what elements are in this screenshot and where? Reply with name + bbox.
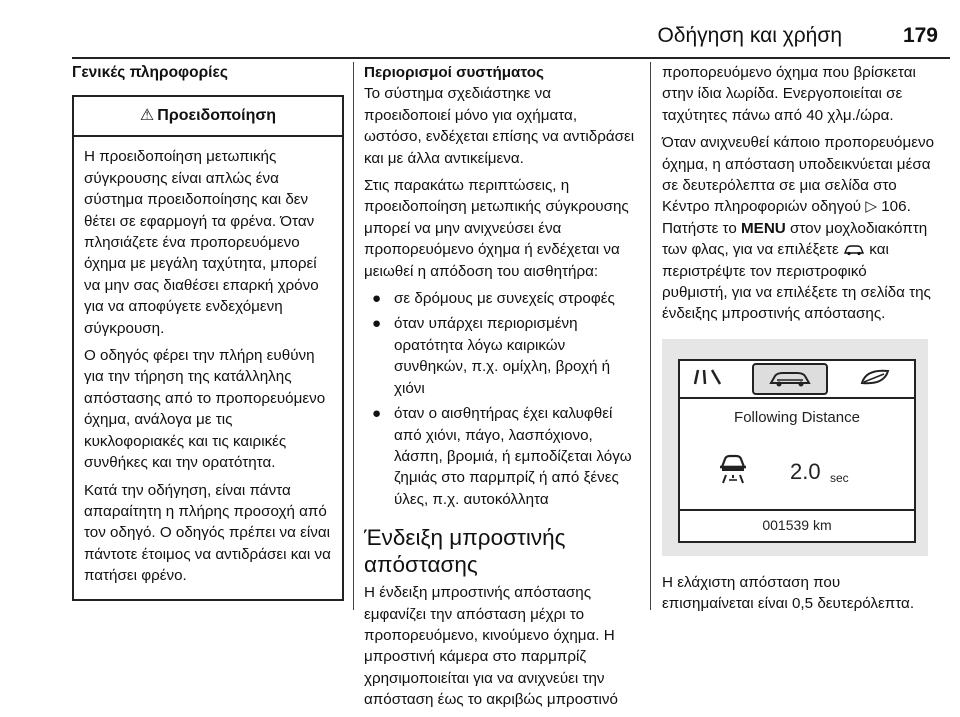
bullet-list <box>364 288 638 510</box>
text-run: Όταν ανιχνευθεί κάποιο προπορευόμενο όχημα, η απόσταση υποδεικνύεται μέσα σε δευτερόλεπτα σε μια σελίδα στο Κέντρο πληροφοριών οδηγού <box>662 134 935 216</box>
column-middle <box>364 62 638 717</box>
body-paragraph: Το σύστημα σχεδιάστηκε να προειδοποιεί μόνο για οχήματα, ωστόσο, ενδέχεται επίσης να αντιδράσει και με άλλα αντικείμενα. <box>364 85 635 167</box>
warning-body <box>74 137 342 598</box>
list-item <box>364 288 638 309</box>
bullet-icon: ● <box>372 290 382 308</box>
body-paragraph: Η ελάχιστη απόσταση που επισημαίνεται είναι 0,5 δευτερόλεπτα. <box>662 573 915 613</box>
list-item <box>364 313 638 399</box>
column-right <box>662 62 936 621</box>
text-run: στον μοχλοδιακόπτη των φλας, για να επιλέξετε <box>662 219 928 259</box>
menu-button-label: MENU <box>741 219 786 237</box>
display-screen <box>678 359 916 543</box>
list-item <box>364 403 638 510</box>
list-item-text: όταν υπάρχει περιορισμένη ορατότητα λόγω καιρικών συνθηκών, π.χ. ομίχλη, βροχή ή χιόνι <box>394 315 611 397</box>
text-run: . Πατήστε το <box>662 198 911 237</box>
page-header <box>0 0 960 58</box>
vehicle-info-icon <box>843 241 865 258</box>
leaf-icon <box>850 363 902 391</box>
display-divider <box>680 397 914 399</box>
system-limits-heading: Περιορισμοί συστήματος <box>364 64 544 81</box>
text-run: και περιστρέψτε τον περιστροφικό ρυθμιστή, για να επιλέξετε τη σελίδα της ένδειξης μπροστινής απόστασης. <box>662 241 931 323</box>
warning-box <box>72 95 344 600</box>
column-divider <box>650 62 651 610</box>
column-left <box>72 62 344 601</box>
list-item-text: σε δρόμους με συνεχείς στροφές <box>394 290 615 308</box>
body-paragraph: Η ένδειξη μπροστινής απόστασης εμφανίζει την απόσταση μέχρι το προπορευόμενο, κινούμενο όχημα. Η μπροστινή κάμερα στο παρμπρίζ χρησιμοποιείται για να ανιχνεύει την απόσταση έως το ακριβώς μπροστινό <box>364 584 618 709</box>
car-icon <box>752 363 828 395</box>
display-divider <box>680 509 914 511</box>
page-number: 179 <box>902 24 938 47</box>
lane-icon <box>688 363 736 391</box>
dic-display-illustration <box>662 339 928 556</box>
body-paragraph: προπορευόμενο όχημα που βρίσκεται στην ίδια λωρίδα. Ενεργοποιείται σε ταχύτητες πάνω από 40 χλμ./ώρα. <box>662 64 916 124</box>
odometer-readout: 001539 km <box>762 516 832 533</box>
body-paragraph <box>662 132 936 325</box>
bullet-icon: ● <box>372 315 382 333</box>
distance-value: 2.0 <box>790 458 821 484</box>
distance-indication-heading: Ένδειξη μπροστινής απόστασης <box>364 525 566 578</box>
forward-collision-icon <box>716 453 750 491</box>
warning-paragraph: Ο οδηγός φέρει την πλήρη ευθύνη για την τήρηση της κατάλληλης απόστασης από το προπορευόμενο όχημα, ανάλογα με τις κυκλοφοριακές και τις καιρικές συνθήκες και την ορατότητα. <box>84 347 326 472</box>
distance-unit: sec <box>830 470 849 485</box>
column-divider <box>353 62 354 610</box>
page-reference[interactable] <box>865 198 906 215</box>
bullet-icon: ● <box>372 405 382 423</box>
display-title: Following Distance <box>734 408 860 426</box>
display-tabs <box>680 361 914 395</box>
list-item-text: όταν ο αισθητήρας έχει καλυφθεί από χιόνι, πάγο, λασπόχιονο, λάσπη, βρομιά, ή εμποδίζεται λόγω ζημιάς στο παρμπρίζ ή από ξένες ύλες, π.χ. αυτοκόλλητα <box>394 405 632 508</box>
warning-paragraph: Η προειδοποίηση μετωπικής σύγκρουσης είναι απλώς ένα σύστημα προειδοποίησης και δεν θέτει σε εφαρμογή τα φρένα. Όταν πλησιάζετε ένα προπορευόμενο όχημα με μεγάλη ταχύτητα, μπορεί να μην σας διαθέσει επαρκή χρόνο για να αποφύγετε ενδεχόμενη σύγκρουση. <box>84 148 319 337</box>
warning-paragraph: Κατά την οδήγηση, είναι πάντα απαραίτητη η πλήρης προσοχή από τον οδηγό. Ο οδηγός πρέπει να είναι πάντοτε έτοιμος να αντιδράσει και να πατήσει φρένο. <box>84 481 331 585</box>
warning-header <box>74 97 342 137</box>
triangle-right-icon: ▷ <box>865 198 877 216</box>
section-heading: Γενικές πληροφορίες <box>72 64 228 81</box>
header-rule <box>72 57 950 59</box>
header-title: Οδήγηση και χρήση <box>657 24 842 47</box>
warning-icon: ⚠ <box>139 107 155 125</box>
page-reference-number: 106 <box>881 198 907 216</box>
warning-title: Προειδοποίηση <box>157 107 277 125</box>
body-paragraph: Στις παρακάτω περιπτώσεις, η προειδοποίηση μετωπικής σύγκρουσης μπορεί να μην ανιχνεύσει ένα προπορευόμενο όχημα ή ενδέχεται να μειωθεί η απόδοση του αισθητήρα: <box>364 177 629 280</box>
